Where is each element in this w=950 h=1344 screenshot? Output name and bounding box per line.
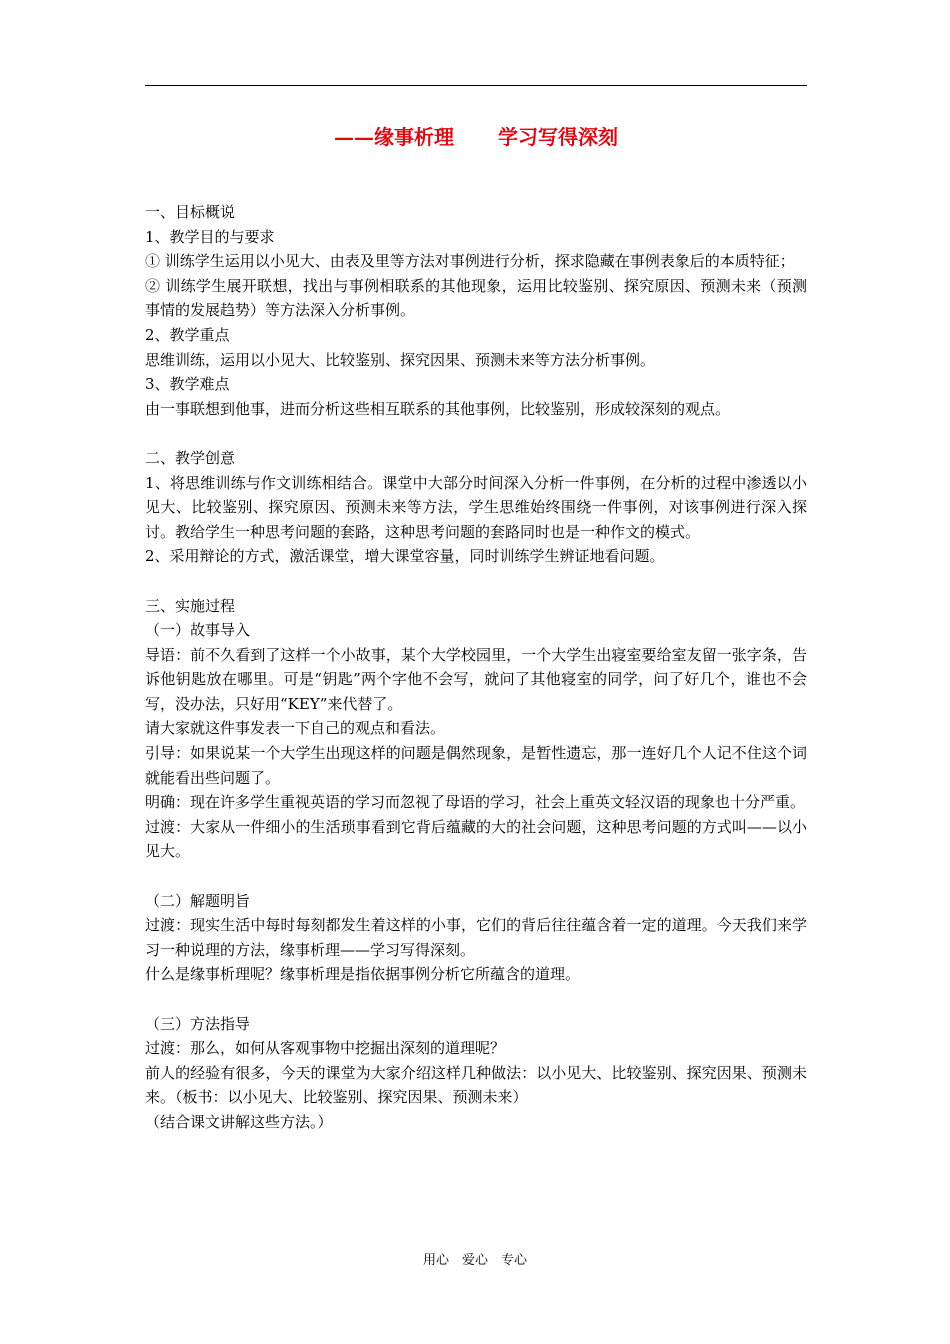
paragraph: ② 训练学生展开联想，找出与事例相联系的其他现象，运用比较鉴别、探究原因、预测未来（预测事情的发展趋势）等方法深入分析事例。: [145, 276, 807, 320]
paragraph: 一、目标概说: [145, 203, 236, 221]
paragraph: 过渡：现实生活中每时每刻都发生着这样的小事，它们的背后往往蕴含着一定的道理。今天我们来学习一种说理的方法，缘事析理——学习写得深刻。: [145, 916, 807, 959]
paragraph: （一）故事导入: [145, 621, 251, 640]
paragraph: 请大家就这件事发表一下自己的观点和看法。: [145, 719, 446, 738]
blank-line: [145, 421, 807, 446]
paragraph: 2、教学重点: [145, 325, 230, 344]
paragraph: 由一事联想到他事，进而分析这些相互联系的其他事例，比较鉴别，形成较深刻的观点。: [145, 399, 731, 418]
blank-line: [145, 864, 807, 889]
paragraph: ① 训练学生运用以小见大、由表及里等方法对事例进行分析，探求隐藏在事例表象后的本质特征；: [145, 252, 795, 271]
header-rule: [145, 85, 807, 86]
paragraph: 2、采用辩论的方式，激活课堂，增大课堂容量，同时训练学生辨证地看问题。: [145, 547, 665, 566]
paragraph: （结合课文讲解这些方法。）: [145, 1112, 333, 1131]
paragraph: 过渡：那么，如何从客观事物中挖掘出深刻的道理呢？: [145, 1039, 506, 1058]
paragraph: 二、教学创意: [145, 448, 236, 467]
paragraph: 导语：前不久看到了这样一个小故事，某个大学校园里，一个大学生出寝室要给室友留一张字条，告诉他钥匙放在哪里。可是“钥匙”两个字他不会写，就问了其他寝室的同学，问了好几个，谁也不会写，没办法，只好用“KEY”来代替了。: [145, 645, 807, 713]
blank-line: [145, 569, 807, 594]
paragraph: 明确：现在许多学生重视英语的学习而忽视了母语的学习，社会上重英文轻汉语的现象也十分严重。: [145, 793, 806, 812]
paragraph: 1、将思维训练与作文训练相结合。课堂中大部分时间深入分析一件事例，在分析的过程中渗透以小见大、比较鉴别、探究原因、预测未来等方法，学生思维始终围绕一件事例，对该事例进行深入探讨。教给学生一种思考问题的套路，这种思考问题的套路同时也是一种作文的模式。: [145, 473, 807, 541]
paragraph: 引导：如果说某一个大学生出现这样的问题是偶然现象，是暂性遗忘，那一连好几个人记不住这个词就能看出些问题了。: [145, 744, 807, 787]
paragraph: （三）方法指导: [145, 1014, 251, 1033]
paragraph: 1、教学目的与要求: [145, 227, 275, 246]
paragraph: 什么是缘事析理呢？缘事析理是指依据事例分析它所蕴含的道理。: [145, 965, 581, 984]
page-title: [145, 121, 807, 150]
document-body: [145, 200, 807, 1135]
paragraph: 过渡：大家从一件细小的生活琐事看到它背后蕴藏的大的社会问题，这种思考问题的方式叫——以小见大。: [145, 817, 807, 861]
paragraph: 3、教学难点: [145, 375, 230, 394]
paragraph: 三、实施过程: [145, 596, 236, 615]
title-part-2: 学习写得深刻: [498, 125, 618, 149]
blank-line: [145, 987, 807, 1012]
paragraph: 思维训练，运用以小见大、比较鉴别、探究因果、预测未来等方法分析事例。: [145, 350, 656, 369]
page-footer: 用心 爱心 专心: [422, 1253, 527, 1268]
paragraph: （二）解题明旨: [145, 891, 251, 910]
title-part-1: ——缘事析理: [334, 125, 454, 149]
paragraph: 前人的经验有很多，今天的课堂为大家介绍这样几种做法：以小见大、比较鉴别、探究因果、预测未来。（板书：以小见大、比较鉴别、探究因果、预测未来）: [145, 1063, 807, 1107]
